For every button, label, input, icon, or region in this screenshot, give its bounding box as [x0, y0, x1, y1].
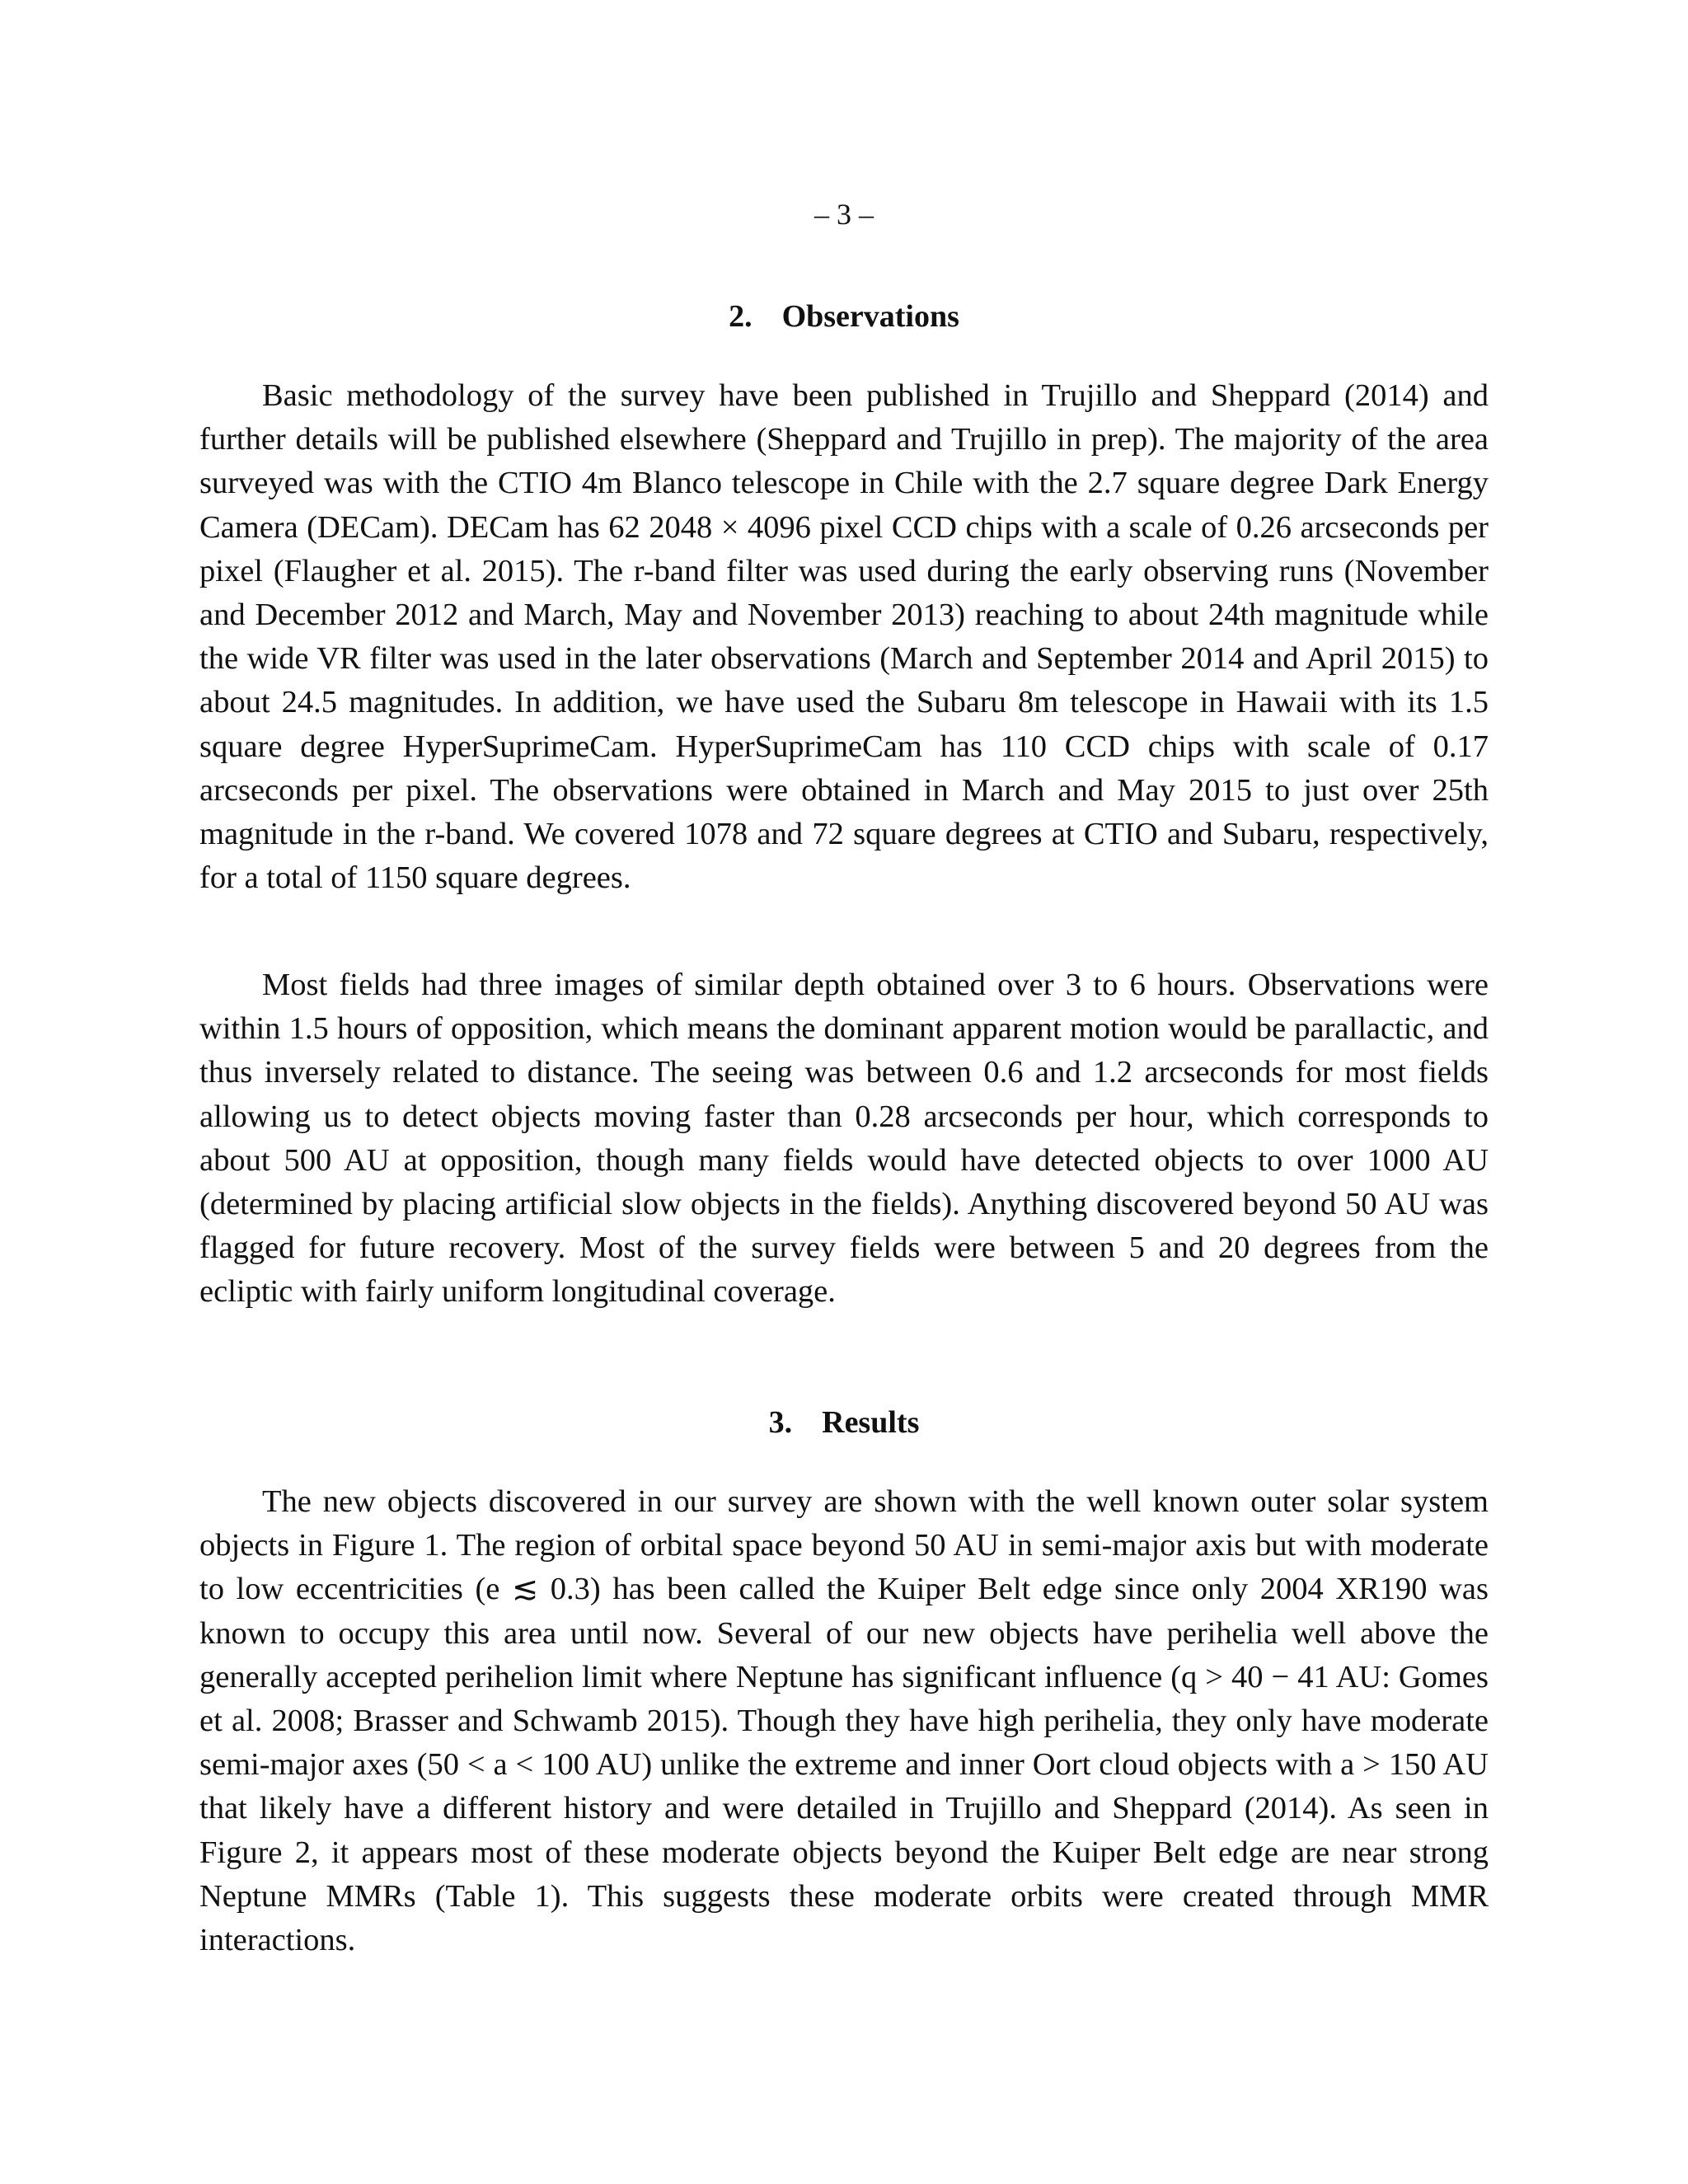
results-paragraph-1: The new objects discovered in our survey are shown with the well known outer solar system objects in Figure 1. The region of orbital space beyond 50 AU in semi-major axis but with moderate to low eccentricities (e ≲ 0.3) has been called the Kuiper Belt edge since only 2004 XR190 was known to occupy this area until now. Several of our new objects have perihelia well above the generally accepted perihelion limit where Neptune has significant influence (q > 40 − 41 AU: Gomes et al. 2008; Brasser and Schwamb 2015). Though they have high perihelia, they only have moderate semi-major axes (50 < a < 100 AU) unlike the extreme and inner Oort cloud objects with a > 150 AU that likely have a different history and were detailed in Trujillo and Sheppard (2014). As seen in Figure 2, it appears most of these moderate objects beyond the Kuiper Belt edge are near strong Neptune MMRs (Table 1). This suggests these moderate orbits were created through MMR interactions.	[199, 1484, 1489, 1958]
page-number: – 3 –	[814, 198, 874, 231]
section-heading-observations	[0, 295, 1688, 338]
section-number: 2.	[729, 299, 753, 334]
observations-paragraph-2: Most fields had three images of similar depth obtained over 3 to 6 hours. Observations were within 1.5 hours of opposition, which means the dominant apparent motion would be parallactic, and thus inversely related to distance. The seeing was between 0.6 and 1.2 arcseconds for most fields allowing us to detect objects moving faster than 0.28 arcseconds per hour, which corresponds to about 500 AU at opposition, though many fields would have detected objects to over 1000 AU (determined by placing artificial slow objects in the fields). Anything discovered beyond 50 AU was flagged for future recovery. Most of the survey fields were between 5 and 20 degrees from the ecliptic with fairly uniform longitudinal coverage.	[199, 968, 1489, 1310]
section-title: Observations	[781, 299, 959, 334]
section-title: Results	[822, 1405, 920, 1440]
section-heading-results	[0, 1401, 1688, 1444]
section-number: 3.	[768, 1405, 793, 1440]
observations-paragraph-1: Basic methodology of the survey have been published in Trujillo and Sheppard (2014) and further details will be published elsewhere (Sheppard and Trujillo in prep). The majority of the area surveyed was with the CTIO 4m Blanco telescope in Chile with the 2.7 square degree Dark Energy Camera (DECam). DECam has 62 2048 × 4096 pixel CCD chips with a scale of 0.26 arcseconds per pixel (Flaugher et al. 2015). The r-band filter was used during the early observing runs (November and December 2012 and March, May and November 2013) reaching to about 24th magnitude while the wide VR filter was used in the later observations (March and September 2014 and April 2015) to about 24.5 magnitudes. In addition, we have used the Subaru 8m telescope in Hawaii with its 1.5 square degree HyperSuprimeCam. HyperSuprimeCam has 110 CCD chips with scale of 0.17 arcseconds per pixel. The observations were obtained in March and May 2015 to just over 25th magnitude in the r-band. We covered 1078 and 72 square degrees at CTIO and Subaru, respectively, for a total of 1150 square degrees.	[199, 378, 1489, 896]
